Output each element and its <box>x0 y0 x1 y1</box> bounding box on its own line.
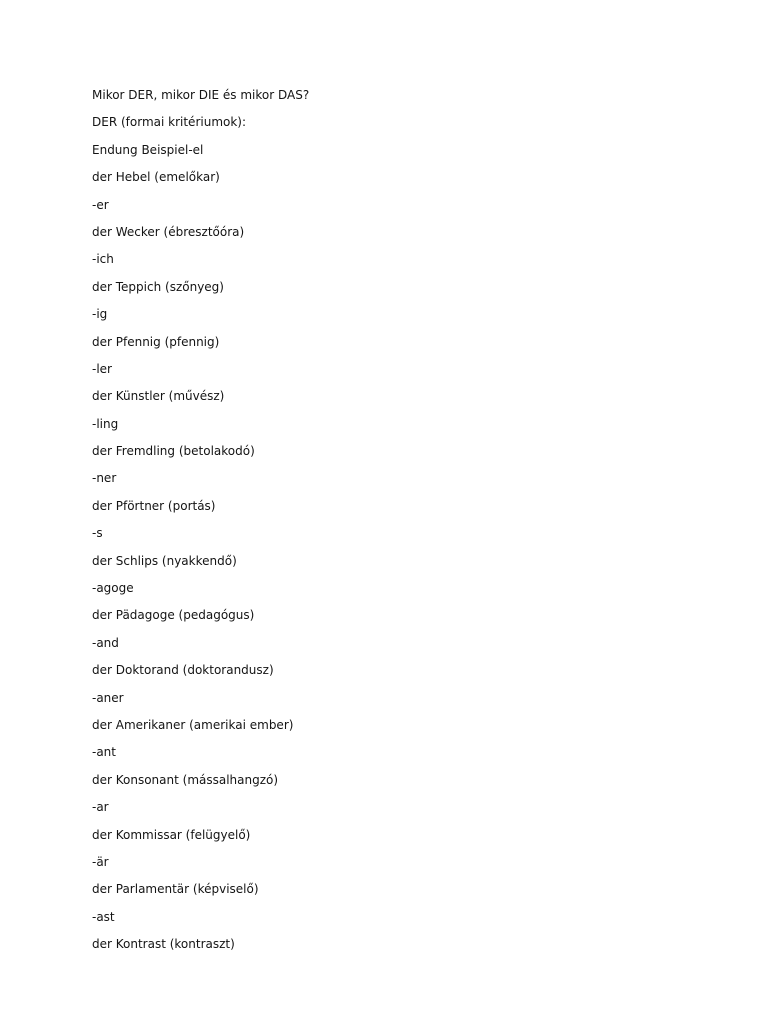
example-line: der Amerikaner (amerikai ember) <box>92 717 294 732</box>
ending-line: -ner <box>92 471 117 486</box>
example-line: der Kommissar (felügyelő) <box>92 827 251 842</box>
ending-line: -er <box>92 197 109 212</box>
ending-line: -ich <box>92 252 114 267</box>
example-line: der Kontrast (kontraszt) <box>92 937 235 952</box>
ending-line: -aner <box>92 690 124 705</box>
example-line: der Fremdling (betolakodó) <box>92 444 255 459</box>
ending-line: -ig <box>92 307 108 322</box>
example-line: der Wecker (ébresztőóra) <box>92 224 245 239</box>
ending-line: -är <box>92 854 109 869</box>
ending-line: -ar <box>92 800 109 815</box>
document-title: Mikor DER, mikor DIE és mikor DAS? <box>92 88 310 102</box>
ending-line: -ling <box>92 416 119 431</box>
example-line: der Schlips (nyakkendő) <box>92 553 237 568</box>
ending-line: -ant <box>92 745 116 760</box>
section-heading: DER (formai kritériumok): <box>92 115 247 130</box>
ending-line: -agoge <box>92 581 134 596</box>
ending-line: -ast <box>92 909 115 924</box>
example-line: der Konsonant (mássalhangzó) <box>92 772 279 787</box>
example-line: der Parlamentär (képviselő) <box>92 882 259 897</box>
document-body <box>92 86 712 963</box>
example-line: der Pförtner (portás) <box>92 498 216 513</box>
example-line: der Hebel (emelőkar) <box>92 170 220 185</box>
example-line: der Pfennig (pfennig) <box>92 334 220 349</box>
example-line: der Teppich (szőnyeg) <box>92 279 224 294</box>
ending-line: -and <box>92 635 119 650</box>
example-line: der Doktorand (doktorandusz) <box>92 663 274 678</box>
example-line: der Künstler (művész) <box>92 389 225 404</box>
example-line: der Pädagoge (pedagógus) <box>92 608 255 623</box>
ending-line: -ler <box>92 361 112 376</box>
subheading: Endung Beispiel-el <box>92 142 204 157</box>
ending-line: -s <box>92 526 103 541</box>
